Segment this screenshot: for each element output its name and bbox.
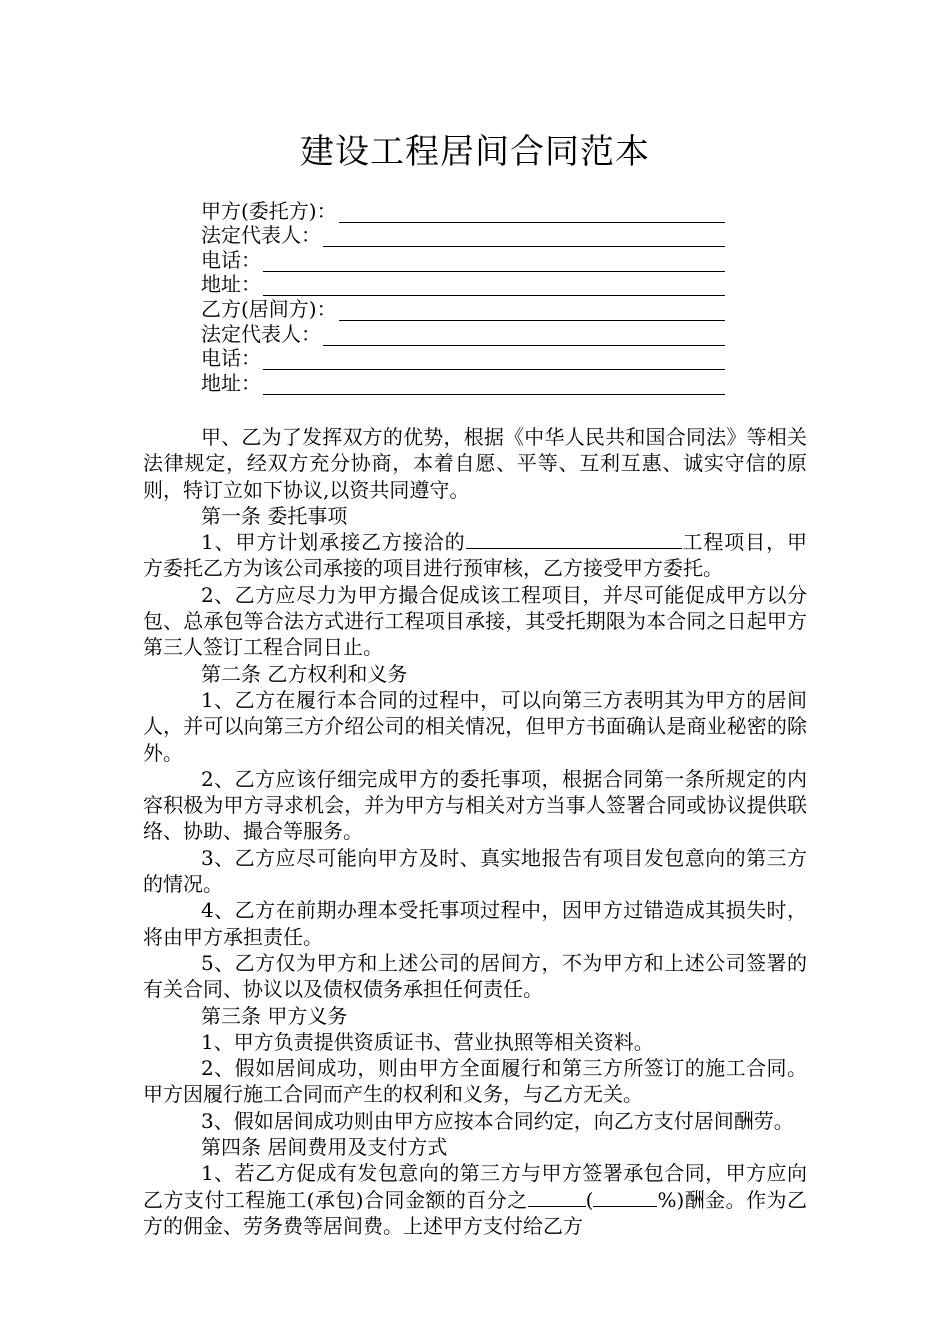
party-label: 地址： [201, 370, 261, 395]
party-label: 乙方(居间方)： [201, 296, 337, 321]
party-label: 电话： [201, 346, 261, 371]
article-3-clause-1: 1、甲方负责提供资质证书、营业执照等相关资料。 [201, 1029, 654, 1054]
blank-line [323, 327, 725, 346]
blank-line [339, 204, 725, 223]
party-b-phone-line [201, 346, 731, 371]
clause-text: 1、甲方计划承接乙方接洽的 [201, 530, 466, 555]
intro-paragraph: 甲、乙为了发挥双方的优势，根据《中华人民共和国合同法》等相关法律规定，经双方充分协商，本着自愿、平等、互利互惠、诚实守信的原则，特订立如下协议,以资共同遵守。 [143, 425, 807, 502]
party-a-phone-line [201, 247, 731, 272]
article-3-clause-2: 2、假如居间成功，则由甲方全面履行和第三方所签订的施工合同。甲方因履行施工合同而产生的权利和义务，与乙方无关。 [143, 1056, 807, 1107]
article-1-heading: 第一条 委托事项 [201, 503, 348, 528]
blank-line [323, 228, 725, 247]
article-2-clause-1: 1、乙方在履行本合同的过程中，可以向第三方表明其为甲方的居间人，并可以向第三方介绍公司的相关情况，但甲方书面确认是商业秘密的除外。 [143, 687, 807, 765]
party-b-address-line [201, 370, 731, 395]
percentage-blank [528, 1188, 586, 1207]
blank-line [263, 351, 725, 370]
blank-line [263, 253, 725, 272]
party-label: 法定代表人： [201, 223, 321, 248]
article-4-clause-1 [143, 1160, 807, 1239]
article-2-clause-4: 4、乙方在前期办理本受托事项过程中，因甲方过错造成其损失时，将由甲方承担责任。 [143, 898, 807, 949]
party-a-rep-line [201, 223, 731, 248]
article-2-clause-2: 2、乙方应该仔细完成甲方的委托事项，根据合同第一条所规定的内容积极为甲方寻求机会，并为甲方与相关对方当事人签署合同或协议提供联络、协助、撮合等服务。 [143, 766, 807, 844]
article-2-clause-5: 5、乙方仅为甲方和上述公司的居间方，不为甲方和上述公司签署的有关合同、协议以及债权债务承担任何责任。 [143, 950, 807, 1002]
party-b-rep-line [201, 321, 731, 346]
clause-text: 工程项目，甲方委托乙方为该公司承接的项目进行预审核，乙方接受甲方委托。 [143, 530, 807, 581]
blank-line [263, 277, 725, 296]
article-1-clause-2: 2、乙方应尽力为甲方撮合促成该工程项目，并尽可能促成甲方以分包、总承包等合法方式进行工程项目承接，其受托期限为本合同之日起甲方第三人签订工程合同日止。 [143, 582, 807, 660]
clause-text: %)酬金。作为乙方的佣金、劳务费等居间费。上述甲方支付给乙方 [143, 1187, 807, 1238]
article-1-clause-1 [143, 529, 807, 582]
contract-body [143, 424, 807, 1239]
article-4-heading: 第四条 居间费用及支付方式 [201, 1135, 448, 1160]
party-label: 电话： [201, 247, 261, 272]
party-label: 法定代表人： [201, 321, 321, 346]
party-a-address-line [201, 272, 731, 297]
blank-line [263, 376, 725, 395]
party-b-name-line [201, 296, 731, 321]
article-2-clause-3: 3、乙方应尽可能向甲方及时、真实地报告有项目发包意向的第三方的情况。 [143, 845, 807, 897]
party-info-block [201, 198, 731, 395]
party-label: 地址： [201, 272, 261, 297]
project-name-blank [466, 530, 682, 549]
article-3-heading: 第三条 甲方义务 [201, 1003, 348, 1028]
document-title: 建设工程居间合同范本 [300, 132, 650, 172]
article-3-clause-3: 3、假如居间成功则由甲方应按本合同约定，向乙方支付居间酬劳。 [201, 1108, 794, 1133]
percentage-words-blank [593, 1188, 657, 1207]
blank-line [339, 302, 725, 321]
party-a-name-line [201, 198, 731, 223]
clause-text: 1、若乙方促成有发包意向的第三方与甲方签署承包合同，甲方应向乙方支付工程施工(承包)合同金额的百分之 [143, 1161, 807, 1212]
clause-text: ( [585, 1187, 594, 1212]
party-label: 甲方(委托方)： [201, 198, 337, 223]
article-2-heading: 第二条 乙方权利和义务 [201, 661, 408, 686]
